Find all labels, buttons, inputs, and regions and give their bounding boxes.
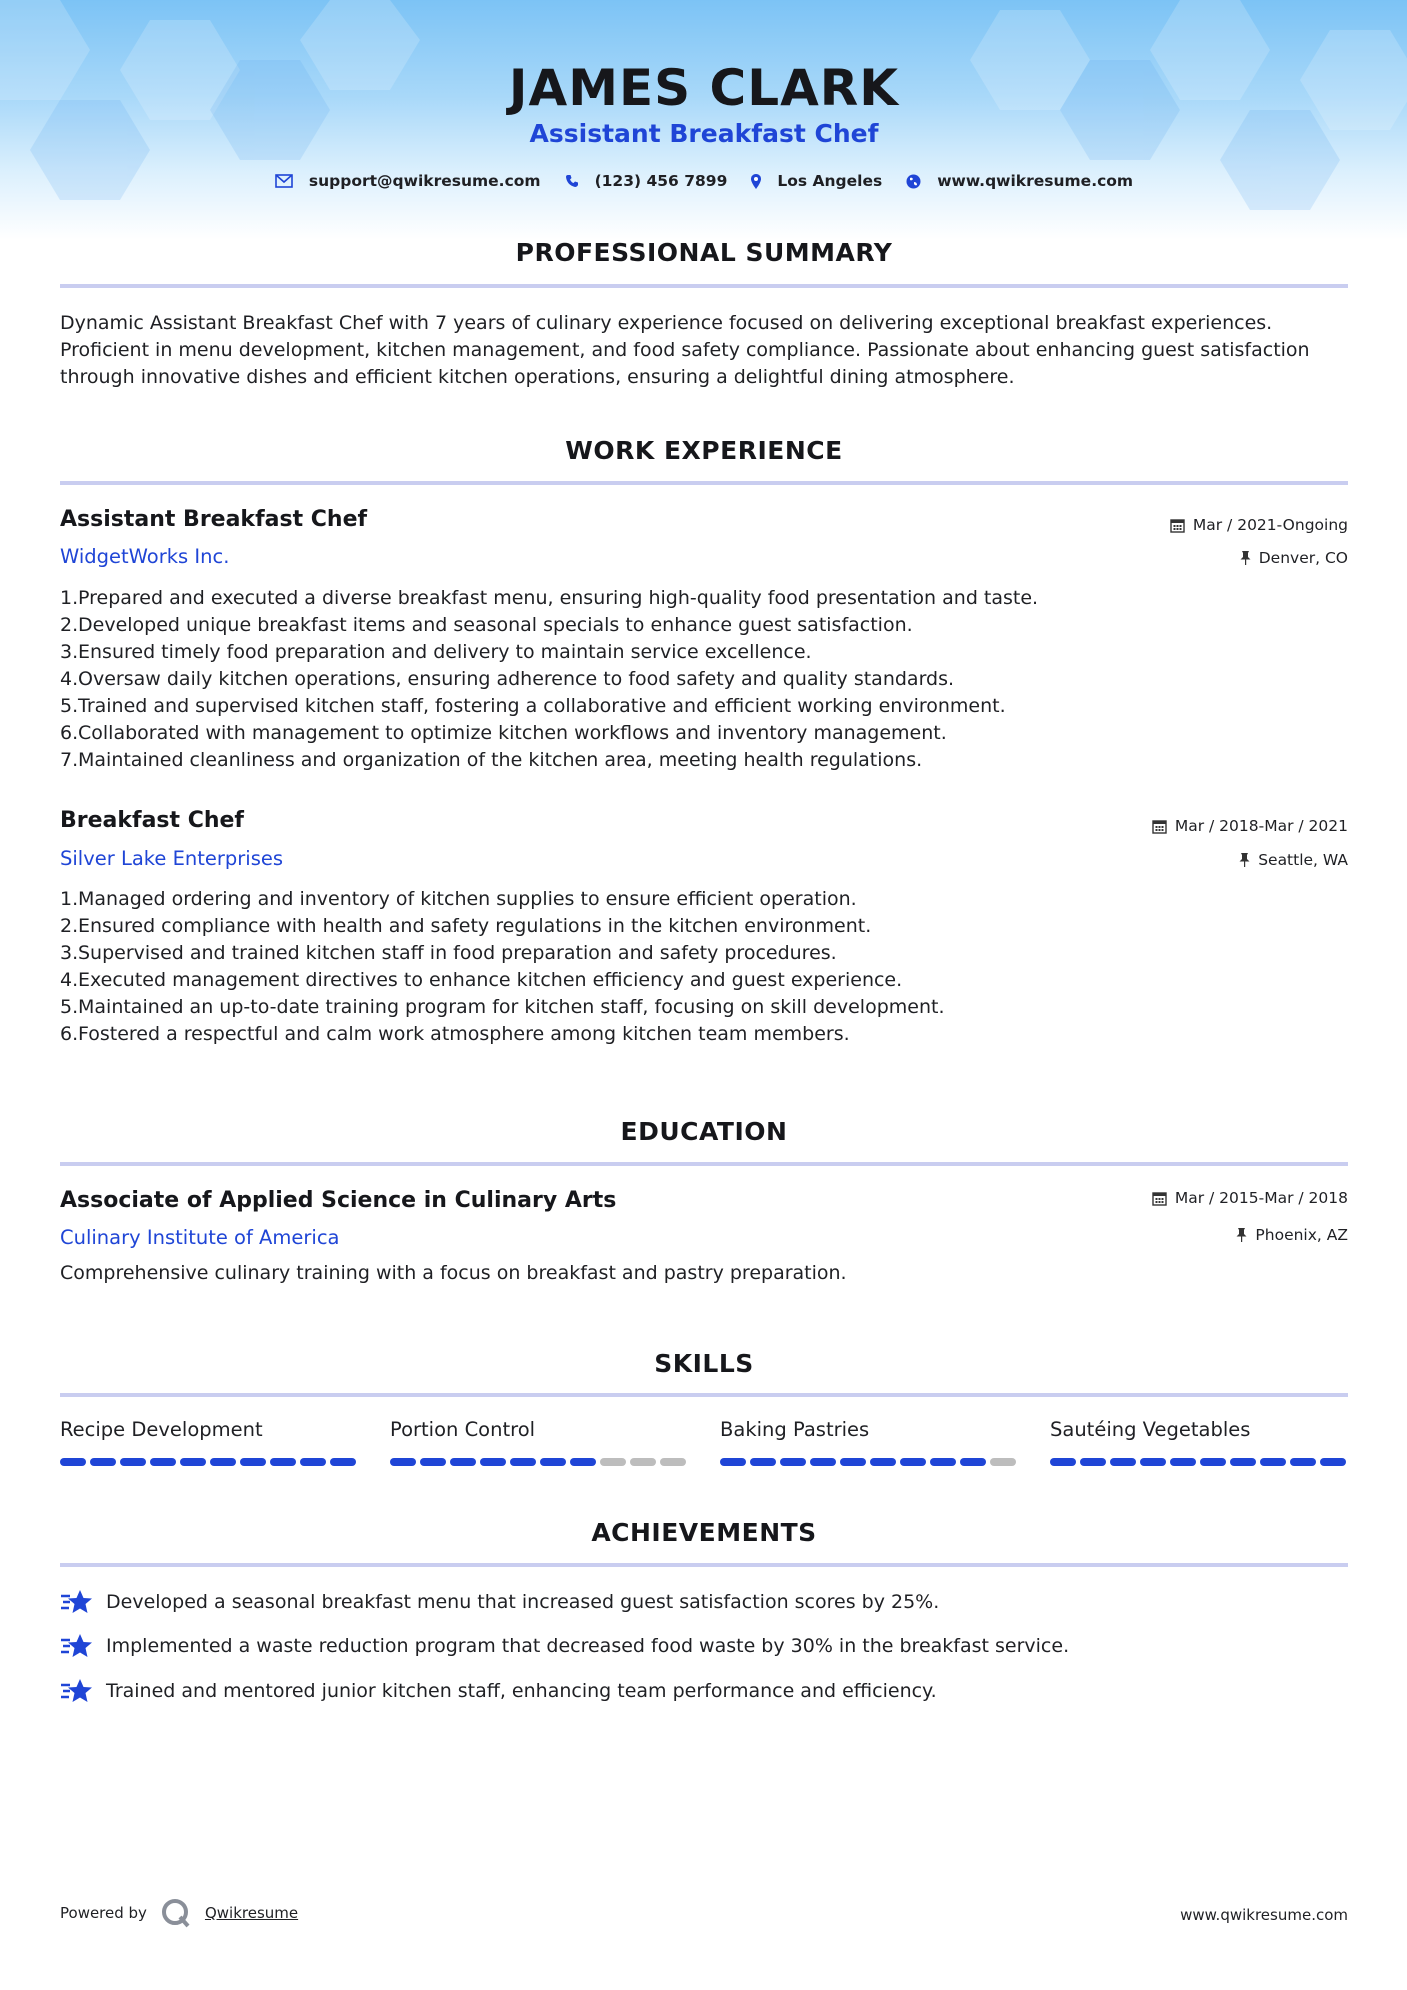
education-dates — [1152, 1189, 1348, 1207]
achievement-text: Trained and mentored junior kitchen staff, enhancing team performance and efficiency. — [106, 1680, 937, 1702]
skill-segment-filled — [480, 1458, 506, 1466]
education-location — [1236, 1226, 1348, 1244]
skills-divider — [60, 1393, 1348, 1397]
contact-bar — [60, 172, 1348, 190]
skill-segment-empty — [630, 1458, 656, 1466]
location-text: Los Angeles — [777, 172, 883, 190]
achievements-divider — [60, 1563, 1348, 1567]
skill-segment-filled — [60, 1458, 86, 1466]
skill-segment-filled — [900, 1458, 926, 1466]
list-item: 4.Executed management directives to enhance kitchen efficiency and guest experience. — [60, 969, 903, 991]
footer-url[interactable]: www.qwikresume.com — [1180, 1906, 1348, 1924]
education-heading: EDUCATION — [620, 1117, 788, 1146]
pin-icon — [1240, 551, 1251, 565]
summary-text: Dynamic Assistant Breakfast Chef with 7 years of culinary experience focused on delivering exceptional breakfast experiences. Proficient in menu development, kitchen management, and food safety compliance. Passionate about enhancing guest satisfaction through innovative dishes and efficient kitchen operations, ensuring a delightful dining atmosphere. — [60, 312, 1310, 388]
skill-segment-filled — [810, 1458, 836, 1466]
star-icon — [60, 1588, 94, 1616]
skill-segment-filled — [90, 1458, 116, 1466]
skill-rating-bar — [390, 1458, 690, 1466]
skill-segment-filled — [150, 1458, 176, 1466]
job-dates — [1170, 516, 1348, 534]
map-marker-icon — [751, 174, 761, 189]
achievement-item — [60, 1677, 937, 1705]
footer-powered-by — [60, 1898, 298, 1928]
contact-location — [751, 172, 882, 190]
skill-segment-filled — [1260, 1458, 1286, 1466]
skill-segment-filled — [420, 1458, 446, 1466]
job-dates — [1152, 817, 1348, 835]
job-bullets — [60, 585, 1348, 774]
list-item: 6.Fostered a respectful and calm work atmosphere among kitchen team members. — [60, 1023, 850, 1045]
skill-segment-filled — [750, 1458, 776, 1466]
skill-segment-filled — [1110, 1458, 1136, 1466]
skill-segment-filled — [1170, 1458, 1196, 1466]
list-item: 3.Ensured timely food preparation and delivery to maintain service excellence. — [60, 641, 812, 663]
phone-icon — [565, 174, 579, 188]
star-icon — [60, 1677, 94, 1705]
job-location — [1239, 851, 1348, 869]
education-divider — [60, 1162, 1348, 1166]
achievement-item — [60, 1588, 939, 1616]
skill-segment-filled — [240, 1458, 266, 1466]
list-item: 1.Prepared and executed a diverse breakfast menu, ensuring high-quality food presentation and taste. — [60, 587, 1039, 609]
calendar-icon — [1170, 518, 1185, 533]
qwikresume-logo-icon — [161, 1898, 191, 1928]
skill-segment-filled — [570, 1458, 596, 1466]
list-item: 2.Ensured compliance with health and safety regulations in the kitchen environment. — [60, 915, 872, 937]
company-name[interactable]: Silver Lake Enterprises — [60, 847, 284, 870]
list-item: 6.Collaborated with management to optimize kitchen workflows and inventory management. — [60, 722, 947, 744]
skill-segment-filled — [1290, 1458, 1316, 1466]
skill-label: Baking Pastries — [720, 1418, 870, 1441]
achievement-text: Implemented a waste reduction program that decreased food waste by 30% in the breakfast service. — [106, 1635, 1070, 1657]
list-item: 1.Managed ordering and inventory of kitchen supplies to ensure efficient operation. — [60, 888, 857, 910]
contact-website[interactable] — [906, 172, 1133, 190]
list-item: 5.Trained and supervised kitchen staff, fostering a collaborative and efficient working environment. — [60, 695, 1006, 717]
school-name[interactable]: Culinary Institute of America — [60, 1226, 340, 1249]
skill-segment-filled — [180, 1458, 206, 1466]
list-item: 2.Developed unique breakfast items and seasonal specials to enhance guest satisfaction. — [60, 614, 913, 636]
skill-segment-empty — [990, 1458, 1016, 1466]
skill-label: Recipe Development — [60, 1418, 263, 1441]
company-name[interactable]: WidgetWorks Inc. — [60, 545, 230, 568]
job-title: Breakfast Chef — [60, 808, 245, 833]
skill-segment-filled — [1200, 1458, 1226, 1466]
email-text: support@qwikresume.com — [308, 172, 541, 190]
phone-text: (123) 456 7899 — [594, 172, 728, 190]
experience-heading: WORK EXPERIENCE — [565, 436, 843, 465]
skill-segment-filled — [720, 1458, 746, 1466]
summary-heading: PROFESSIONAL SUMMARY — [515, 238, 893, 267]
degree-title: Associate of Applied Science in Culinary Arts — [60, 1188, 617, 1213]
skill-segment-filled — [1050, 1458, 1076, 1466]
skill-item — [1050, 1418, 1350, 1466]
achievements-heading: ACHIEVEMENTS — [591, 1518, 817, 1547]
education-dates-text: Mar / 2015-Mar / 2018 — [1174, 1189, 1348, 1207]
skill-segment-filled — [300, 1458, 326, 1466]
star-icon — [60, 1632, 94, 1660]
job-location-text: Seattle, WA — [1258, 851, 1348, 869]
skill-segment-filled — [1230, 1458, 1256, 1466]
contact-phone[interactable] — [565, 172, 728, 190]
skill-segment-filled — [390, 1458, 416, 1466]
skill-segment-filled — [1140, 1458, 1166, 1466]
job-dates-text: Mar / 2021-Ongoing — [1192, 516, 1348, 534]
contact-email[interactable] — [275, 172, 541, 190]
skill-segment-filled — [1080, 1458, 1106, 1466]
list-item: 3.Supervised and trained kitchen staff in food preparation and safety procedures. — [60, 942, 837, 964]
qwikresume-link[interactable]: Qwikresume — [204, 1904, 299, 1922]
pin-icon — [1239, 853, 1250, 867]
website-text: www.qwikresume.com — [937, 172, 1134, 190]
powered-by-text: Powered by — [60, 1904, 147, 1922]
skill-item — [60, 1418, 360, 1466]
skill-segment-filled — [270, 1458, 296, 1466]
skill-segment-filled — [510, 1458, 536, 1466]
skill-segment-filled — [840, 1458, 866, 1466]
skill-segment-filled — [330, 1458, 356, 1466]
skill-segment-filled — [930, 1458, 956, 1466]
skill-item — [720, 1418, 1020, 1466]
candidate-name: JAMES CLARK — [508, 59, 900, 117]
skill-segment-filled — [540, 1458, 566, 1466]
skill-label: Portion Control — [390, 1418, 536, 1441]
envelope-icon — [275, 174, 293, 188]
skill-segment-empty — [600, 1458, 626, 1466]
calendar-icon — [1152, 1191, 1167, 1206]
skill-rating-bar — [720, 1458, 1020, 1466]
list-item: 4.Oversaw daily kitchen operations, ensuring adherence to food safety and quality standards. — [60, 668, 955, 690]
skill-rating-bar — [1050, 1458, 1350, 1466]
candidate-role: Assistant Breakfast Chef — [529, 119, 879, 148]
globe-icon — [906, 174, 921, 189]
pin-icon — [1236, 1228, 1247, 1242]
job-location-text: Denver, CO — [1258, 549, 1348, 567]
job-bullets — [60, 886, 1348, 1048]
skill-segment-filled — [960, 1458, 986, 1466]
skill-segment-filled — [1320, 1458, 1346, 1466]
achievement-text: Developed a seasonal breakfast menu that increased guest satisfaction scores by 25%. — [106, 1591, 940, 1613]
skill-segment-filled — [210, 1458, 236, 1466]
education-location-text: Phoenix, AZ — [1255, 1226, 1348, 1244]
summary-divider — [60, 284, 1348, 288]
skill-segment-empty — [660, 1458, 686, 1466]
education-description: Comprehensive culinary training with a focus on breakfast and pastry preparation. — [60, 1262, 847, 1284]
job-dates-text: Mar / 2018-Mar / 2021 — [1174, 817, 1348, 835]
list-item: 5.Maintained an up-to-date training program for kitchen staff, focusing on skill development. — [60, 996, 945, 1018]
skill-label: Sautéing Vegetables — [1050, 1418, 1251, 1441]
job-title: Assistant Breakfast Chef — [60, 507, 368, 532]
calendar-icon — [1152, 819, 1167, 834]
skill-rating-bar — [60, 1458, 360, 1466]
job-location — [1240, 549, 1348, 567]
experience-divider — [60, 481, 1348, 485]
list-item: 7.Maintained cleanliness and organization of the kitchen area, meeting health regulations. — [60, 749, 923, 771]
skill-segment-filled — [870, 1458, 896, 1466]
skill-segment-filled — [450, 1458, 476, 1466]
skill-segment-filled — [120, 1458, 146, 1466]
skill-item — [390, 1418, 690, 1466]
skill-segment-filled — [780, 1458, 806, 1466]
skills-heading: SKILLS — [654, 1349, 754, 1378]
achievement-item — [60, 1632, 1069, 1660]
